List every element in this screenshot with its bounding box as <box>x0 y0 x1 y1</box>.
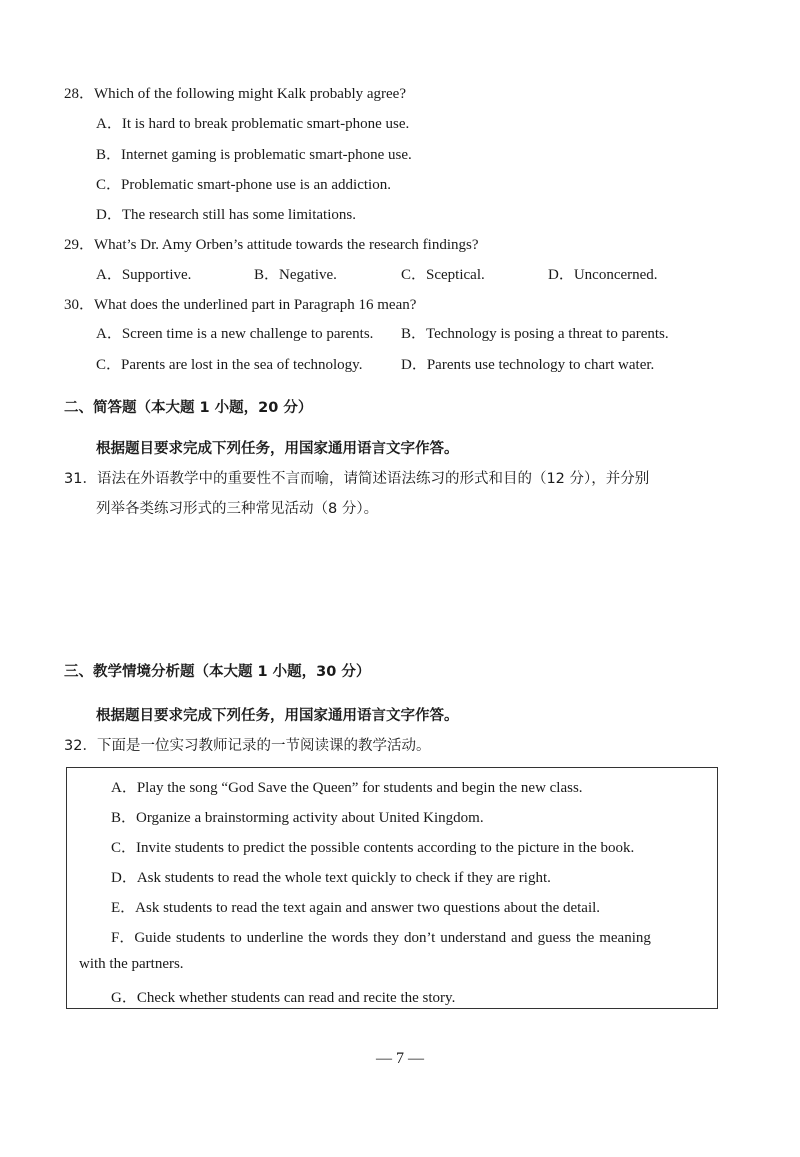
activity-d: D．Ask students to read the whole text quickly to check if they are right. <box>111 870 551 886</box>
section3-heading: 三、教学情境分析题（本大题 1 小题，30 分） <box>64 664 371 680</box>
q28-stem: 28．Which of the following might Kalk probably agree? <box>64 86 406 102</box>
page-number: — 7 — <box>376 1050 424 1067</box>
activity-c: C．Invite students to predict the possible contents according to the picture in the book. <box>111 840 635 856</box>
activity-g: G．Check whether students can read and recite the story. <box>111 990 456 1006</box>
q30-option-c: C．Parents are lost in the sea of technology. <box>96 357 363 373</box>
activity-e: E．Ask students to read the text again and answer two questions about the detail. <box>111 900 601 916</box>
q29-option-b: B．Negative. <box>254 267 337 283</box>
q30-option-b: B．Technology is posing a threat to parents. <box>401 326 669 342</box>
q29-stem: 29．What’s Dr. Amy Orben’s attitude towards the research findings? <box>64 237 479 253</box>
activity-f-line1: F．Guide students to underline the words they don’t understand and guess the meaning <box>111 930 651 946</box>
section2-heading: 二、简答题（本大题 1 小题，20 分） <box>64 400 313 416</box>
q29-option-c: C．Sceptical. <box>401 267 485 283</box>
q29-option-a: A．Supportive. <box>96 267 192 283</box>
q29-option-d: D．Unconcerned. <box>548 267 658 283</box>
q31-line1: 31．语法在外语教学中的重要性不言而喻，请简述语法练习的形式和目的（12 分），并分别 <box>64 471 650 487</box>
q28-option-c: C．Problematic smart-phone use is an addiction. <box>96 177 391 193</box>
q28-option-a: A．It is hard to break problematic smart-phone use. <box>96 116 410 132</box>
q30-option-d: D．Parents use technology to chart water. <box>401 357 655 373</box>
activity-f-line2: with the partners. <box>79 956 184 972</box>
q30-option-a: A．Screen time is a new challenge to parents. <box>96 326 374 342</box>
q28-option-d: D．The research still has some limitations. <box>96 207 356 223</box>
section2-instruction: 根据题目要求完成下列任务，用国家通用语言文字作答。 <box>96 441 459 457</box>
q32-stem: 32．下面是一位实习教师记录的一节阅读课的教学活动。 <box>64 738 431 754</box>
q30-stem: 30．What does the underlined part in Paragraph 16 mean? <box>64 297 417 313</box>
section3-instruction: 根据题目要求完成下列任务，用国家通用语言文字作答。 <box>96 708 459 724</box>
q31-line2: 列举各类练习形式的三种常见活动（8 分）。 <box>96 501 379 517</box>
activity-b: B．Organize a brainstorming activity about United Kingdom. <box>111 810 484 826</box>
activities-box <box>66 767 718 1009</box>
activity-a: A．Play the song “God Save the Queen” for students and begin the new class. <box>111 780 583 796</box>
q28-option-b: B．Internet gaming is problematic smart-phone use. <box>96 147 412 163</box>
